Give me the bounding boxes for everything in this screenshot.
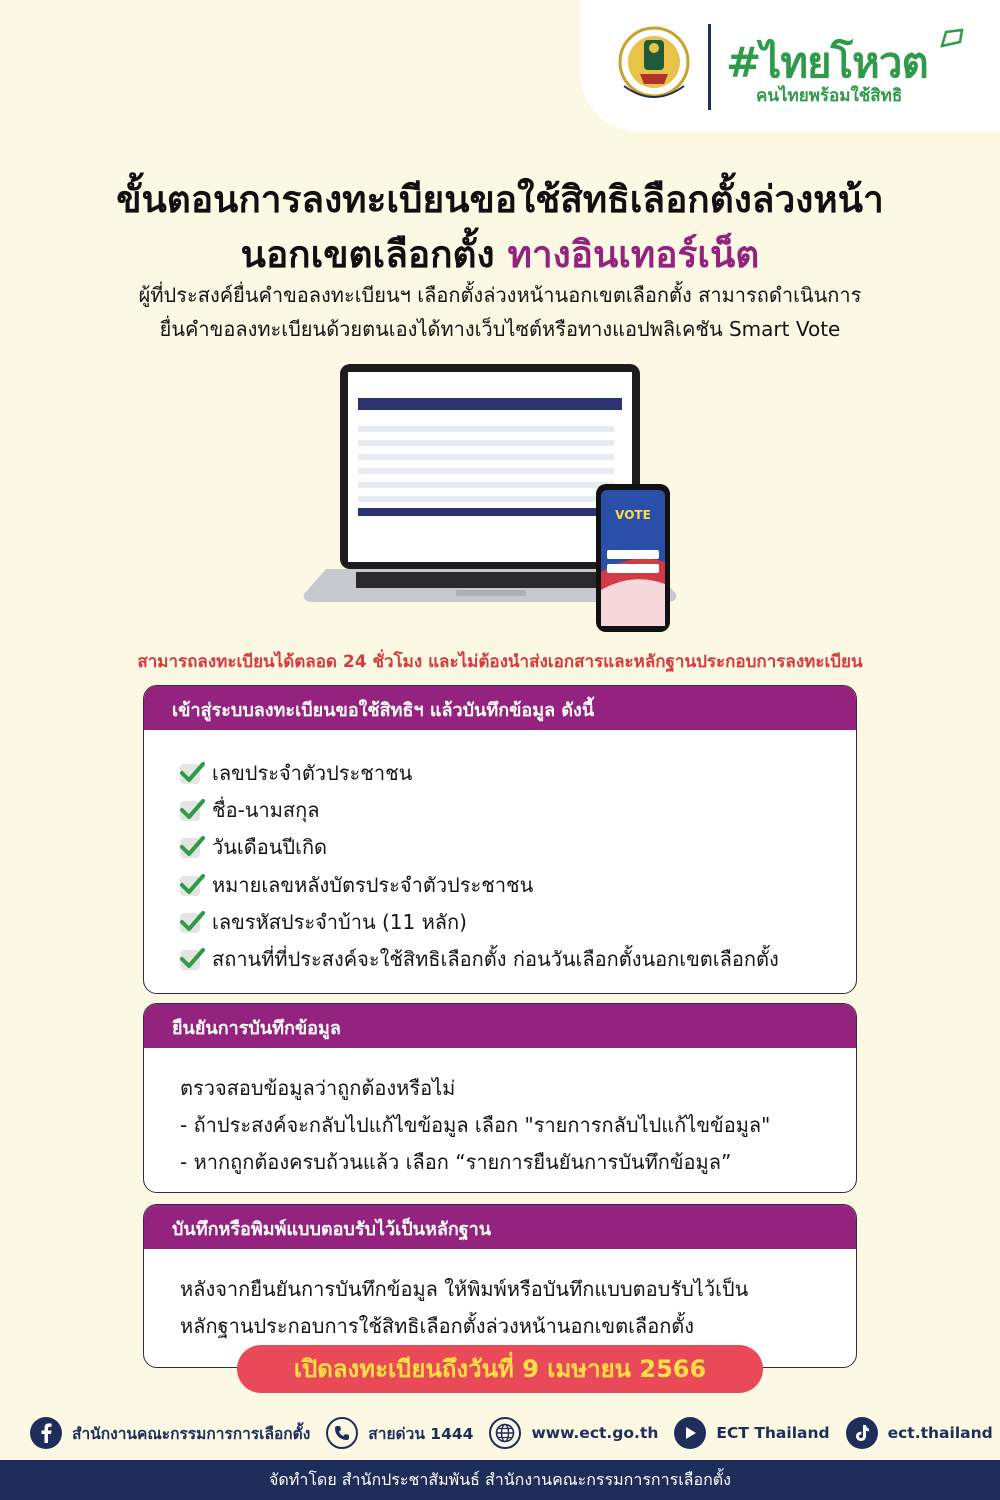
body-line: หลังจากยืนยันการบันทึกข้อมูล ให้พิมพ์หรือบันทึกแบบตอบรับไว้เป็น bbox=[180, 1277, 749, 1301]
list-item bbox=[178, 829, 856, 866]
contact-youtube[interactable] bbox=[674, 1417, 829, 1449]
panel-heading: เข้าสู่ระบบลงทะเบียนขอใช้สิทธิฯ แล้วบันทึกข้อมูล ดังนี้ bbox=[144, 686, 856, 730]
contact-label: ECT Thailand bbox=[716, 1424, 830, 1442]
brand-header bbox=[580, 0, 1000, 132]
facebook-icon bbox=[30, 1417, 62, 1449]
list-item-label: วันเดือนปีเกิด bbox=[212, 835, 328, 860]
footer-credit: จัดทำโดย สำนักประชาสัมพันธ์ สำนักงานคณะกรรมการการเลือกตั้ง bbox=[0, 1460, 1000, 1500]
list-item bbox=[178, 754, 856, 791]
globe-icon bbox=[489, 1417, 521, 1449]
registration-note: สามารถลงทะเบียนได้ตลอด 24 ชั่วโมง และไม่ต้องนำส่งเอกสารและหลักฐานประกอบการลงทะเบียน bbox=[137, 652, 863, 672]
list-item-label: หมายเลขหลังบัตรประจำตัวประชาชน bbox=[212, 872, 534, 897]
panel-heading: ยืนยันการบันทึกข้อมูล bbox=[144, 1004, 856, 1048]
contact-phone[interactable] bbox=[326, 1417, 473, 1449]
list-item-label: สถานที่ที่ประสงค์จะใช้สิทธิเลือกตั้ง ก่อนวันเลือกตั้งนอกเขตเลือกตั้ง bbox=[212, 947, 779, 972]
list-item-label: ชื่อ-นามสกุล bbox=[212, 797, 320, 822]
ballot-flag-icon bbox=[940, 28, 966, 48]
laptop-phone-illustration bbox=[296, 362, 686, 634]
panel-body bbox=[144, 1249, 856, 1345]
panel-heading: บันทึกหรือพิมพ์แบบตอบรับไว้เป็นหลักฐาน bbox=[144, 1205, 856, 1249]
youtube-icon bbox=[674, 1417, 706, 1449]
body-line: - ถ้าประสงค์จะกลับไปแก้ไขข้อมูล เลือก "รายการกลับไปแก้ไขข้อมูล" bbox=[180, 1113, 771, 1137]
tiktok-icon bbox=[846, 1417, 878, 1449]
intro-line2: ยื่นคำขอลงทะเบียนด้วยตนเองได้ทางเว็บไซต์หรือทางแอปพลิเคชัน Smart Vote bbox=[159, 317, 841, 341]
body-line: ตรวจสอบข้อมูลว่าถูกต้องหรือไม่ bbox=[180, 1076, 456, 1100]
hashtag-logo: #ไทยโหวต bbox=[726, 38, 928, 87]
page-title-line2 bbox=[0, 225, 1000, 284]
body-line: - หากถูกต้องครบถ้วนแล้ว เลือก “รายการยืนยันการบันทึกข้อมูล” bbox=[180, 1150, 732, 1174]
contact-tiktok[interactable] bbox=[846, 1417, 993, 1449]
list-item bbox=[178, 940, 856, 977]
brand-divider bbox=[708, 24, 711, 110]
checkmark-icon bbox=[178, 909, 206, 935]
step-panel-save bbox=[143, 1204, 857, 1368]
list-item bbox=[178, 791, 856, 828]
title-main: นอกเขตเลือกตั้ง bbox=[240, 233, 495, 276]
contact-bar bbox=[18, 1410, 993, 1456]
list-item-label: เลขประจำตัวประชาชน bbox=[212, 760, 413, 785]
checkmark-icon bbox=[178, 872, 206, 898]
contact-label: สำนักงานคณะกรรมการการเลือกตั้ง bbox=[72, 1424, 311, 1443]
contact-facebook[interactable] bbox=[30, 1417, 310, 1449]
title-accent: ทางอินเทอร์เน็ต bbox=[507, 233, 760, 276]
list-item bbox=[178, 866, 856, 903]
ect-seal-icon bbox=[616, 22, 692, 108]
svg-text:VOTE: VOTE bbox=[615, 508, 651, 522]
checkmark-icon bbox=[178, 834, 206, 860]
intro-line1: ผู้ที่ประสงค์ยื่นคำขอลงทะเบียนฯ เลือกตั้งล่วงหน้านอกเขตเลือกตั้ง สามารถดำเนินการ bbox=[138, 283, 862, 307]
page-title-line1: ขั้นตอนการลงทะเบียนขอใช้สิทธิเลือกตั้งล่วงหน้า bbox=[116, 178, 884, 221]
brand-tagline: คนไทยพร้อมใช้สิทธิ bbox=[756, 86, 903, 106]
required-info-list bbox=[144, 730, 856, 978]
checkmark-icon bbox=[178, 760, 206, 786]
contact-label: สายด่วน 1444 bbox=[368, 1424, 474, 1443]
panel-body bbox=[144, 1048, 856, 1181]
contact-label: www.ect.go.th bbox=[531, 1424, 659, 1442]
step-panel-register bbox=[143, 685, 857, 994]
checkmark-icon bbox=[178, 946, 206, 972]
step-panel-confirm bbox=[143, 1003, 857, 1193]
list-item bbox=[178, 903, 856, 940]
checkmark-icon bbox=[178, 797, 206, 823]
phone-icon bbox=[326, 1417, 358, 1449]
body-line: หลักฐานประกอบการใช้สิทธิเลือกตั้งล่วงหน้านอกเขตเลือกตั้ง bbox=[180, 1314, 695, 1338]
list-item-label: เลขรหัสประจำบ้าน (11 หลัก) bbox=[212, 909, 467, 934]
contact-website[interactable] bbox=[489, 1417, 658, 1449]
contact-label: ect.thailand bbox=[887, 1424, 993, 1442]
deadline-banner: เปิดลงทะเบียนถึงวันที่ 9 เมษายน 2566 bbox=[237, 1345, 763, 1393]
